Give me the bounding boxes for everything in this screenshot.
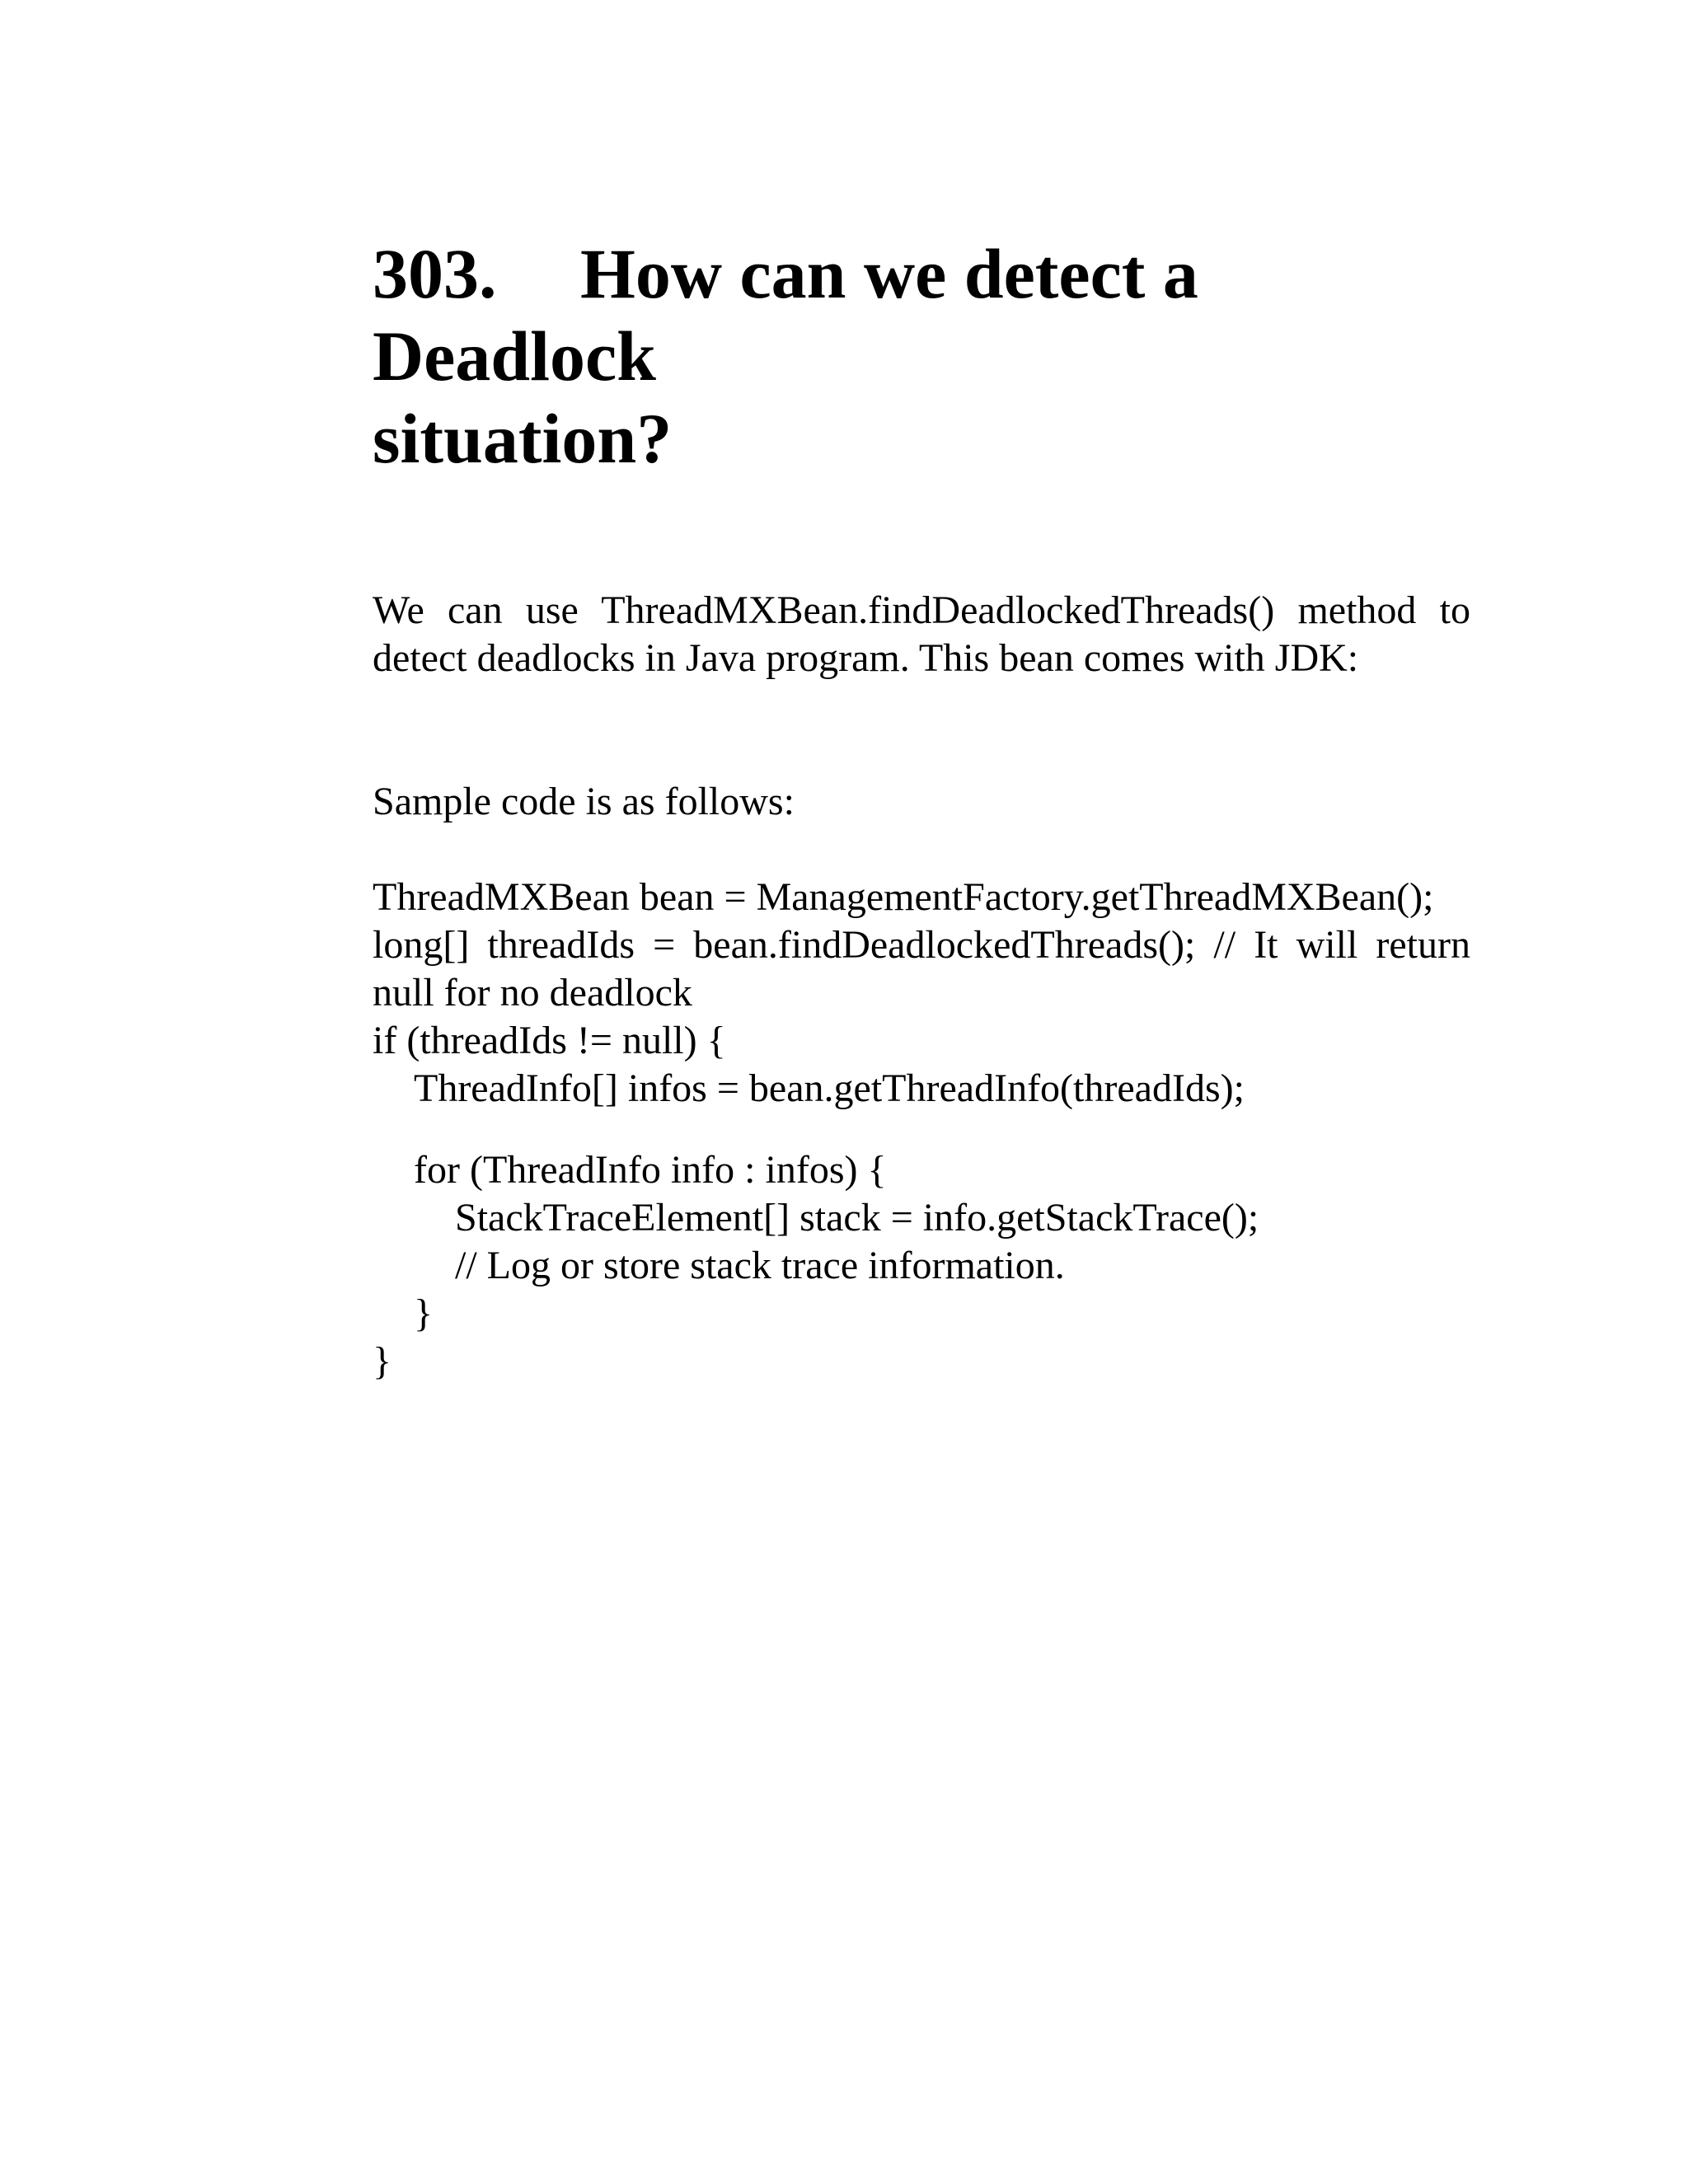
code-line-3: if (threadIds != null) {	[373, 1019, 726, 1062]
code-line-2: long[] threadIds = bean.findDeadlockedThreads(); // It will return null for no deadlock	[373, 923, 1480, 1015]
question-title-line2: situation?	[373, 399, 673, 478]
page-content	[373, 232, 1480, 1385]
question-heading	[373, 232, 1470, 480]
intro-paragraph: We can use ThreadMXBean.findDeadlockedThreads() method to detect deadlocks in Java program. This bean comes with JDK:	[373, 588, 1470, 680]
code-blank-line	[373, 1113, 1470, 1146]
question-title-line1: How can we detect a Deadlock	[373, 234, 1198, 396]
code-line-1: ThreadMXBean bean = ManagementFactory.getThreadMXBean();	[373, 875, 1434, 919]
question-number: 303.	[373, 234, 497, 313]
code-line-8: }	[414, 1291, 434, 1335]
code-line-6: StackTraceElement[] stack = info.getStackTrace();	[455, 1196, 1259, 1240]
code-line-5: for (ThreadInfo info : infos) {	[414, 1148, 887, 1192]
code-line-7: // Log or store stack trace information.	[455, 1244, 1065, 1287]
code-block	[373, 874, 1480, 1385]
sample-code-label: Sample code is as follows:	[373, 780, 795, 823]
code-line-4: ThreadInfo[] infos = bean.getThreadInfo(threadIds);	[414, 1066, 1245, 1110]
code-line-9: }	[373, 1339, 392, 1383]
